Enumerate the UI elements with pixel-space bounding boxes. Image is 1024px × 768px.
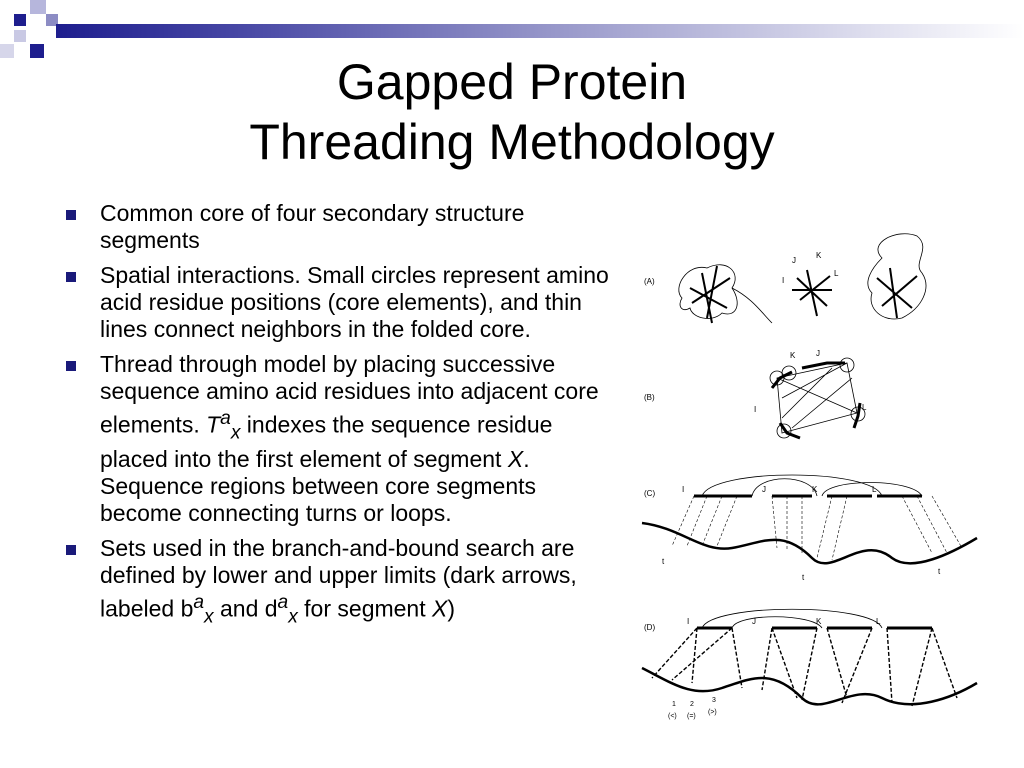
bullet-square-icon: [66, 210, 76, 220]
panel-a-label-k: K: [816, 251, 822, 260]
panel-d-label-l: L: [876, 617, 881, 626]
panel-b-drawing: [770, 358, 865, 438]
bullet-item: [60, 351, 616, 527]
panel-label-d: (D): [644, 623, 656, 632]
panel-c-label-k: K: [812, 485, 818, 494]
panel-d-label-k: K: [816, 617, 822, 626]
symbol-sup-a: a: [193, 592, 205, 614]
bullet-text-part: and d: [213, 595, 278, 622]
panel-a-label-l: L: [834, 269, 839, 278]
panel-d-label-j: J: [752, 617, 756, 626]
bullet-square-icon: [66, 272, 76, 282]
slide-title: [0, 52, 1024, 172]
bullet-text: Common core of four secondary structure segments: [100, 200, 525, 253]
panel-b-label-i: I: [754, 405, 757, 414]
title-line-2: Threading Methodology: [249, 114, 775, 170]
panel-b-label-j: J: [816, 349, 820, 358]
symbol-sub-x: x: [288, 606, 298, 628]
panel-d-label-3: 3: [712, 697, 716, 704]
panel-b-label-k: K: [790, 351, 796, 360]
bullet-text-part: Sets used in the branch-and-bound search are defined by lower and upper limits (dark arrows, labeled b: [100, 535, 577, 622]
panel-d-label-1: 1: [672, 701, 676, 708]
bullet-text: Spatial interactions. Small circles represent amino acid residue positions (core elements), and thin lines connect neighbors in the folded core.: [100, 262, 609, 342]
symbol-sub-x: x: [204, 606, 214, 628]
panel-a-label-j: J: [792, 256, 796, 265]
panel-c-label-l: L: [872, 485, 877, 494]
panel-a-label-i: I: [782, 276, 785, 285]
bullet-item: [60, 535, 616, 630]
symbol-X: X: [432, 595, 448, 622]
bullet-text-part: ): [447, 595, 456, 622]
panel-d-drawing: [642, 609, 977, 706]
symbol-sup-a: a: [220, 408, 231, 429]
panel-c-label-t3: t: [938, 567, 941, 576]
panel-label-c: (C): [644, 489, 656, 498]
bullet-square-icon: [66, 545, 76, 555]
symbol-sub-x: x: [230, 422, 241, 444]
symbol-T: T: [206, 411, 221, 438]
threading-figure: [632, 228, 984, 733]
panel-d-label-lt: (<): [668, 713, 677, 720]
panel-c-label-t2: t: [802, 573, 805, 582]
panel-label-a: (A): [644, 277, 655, 286]
panel-c-drawing: [642, 475, 977, 563]
bullet-text-part: Thread through model by placing successive sequence amino acid residues into adjacent core elements.: [100, 351, 599, 438]
panel-d-label-2: 2: [690, 701, 694, 708]
bullet-square-icon: [66, 361, 76, 371]
panel-d-label-gt: (>): [708, 709, 717, 716]
panel-b-label-l: L: [862, 403, 867, 412]
panel-c-label-t1: t: [662, 557, 665, 566]
bullet-item: [60, 262, 616, 343]
bullet-text-part: for segment: [297, 595, 433, 622]
symbol-X: X: [507, 446, 524, 473]
bullet-text-part: . Sequence regions between core segments become connecting turns or loops.: [100, 446, 537, 527]
bullet-item: [60, 200, 616, 254]
panel-label-b: (B): [644, 393, 655, 402]
panel-c-label-j: J: [762, 485, 766, 494]
symbol-sup-a: a: [277, 592, 289, 614]
header-gradient-bar: [56, 24, 1024, 38]
panel-d-label-eq: (=): [687, 713, 696, 720]
panel-c-label-i: I: [682, 485, 685, 494]
bullet-list: [60, 200, 616, 639]
panel-a-drawing: [679, 234, 926, 323]
panel-d-label-i: I: [687, 617, 690, 626]
title-line-1: Gapped Protein: [336, 54, 688, 110]
bullet-text-part: indexes the sequence residue placed into the first element of segment: [100, 411, 553, 473]
